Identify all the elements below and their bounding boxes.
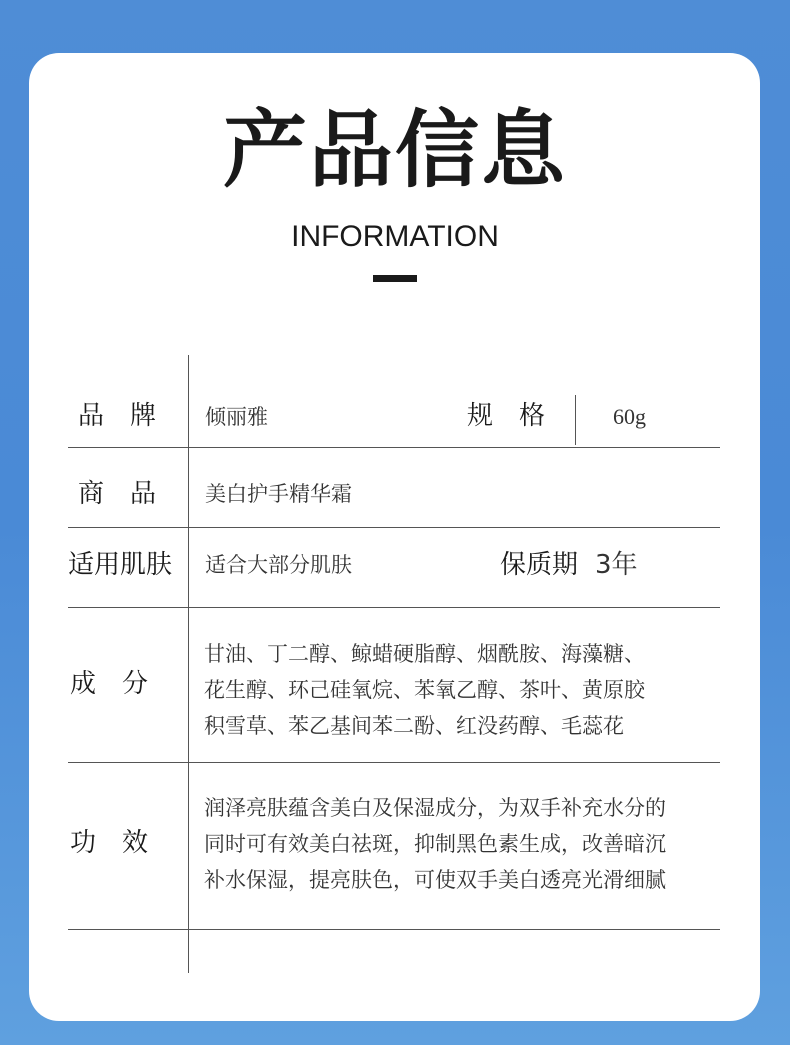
table-row-divider [68, 607, 720, 608]
brand-label: 品 牌 [78, 401, 157, 431]
shelf-life-value: 3年 [595, 550, 638, 580]
spec-value: 60g [613, 404, 646, 429]
ingredients-line: 花生醇、环己硅氧烷、苯氧乙醇、茶叶、黄原胶 [204, 678, 645, 702]
page-title: 产品信息 [222, 101, 567, 199]
table-row-divider [68, 762, 720, 763]
ingredients-line: 积雪草、苯乙基间苯二酚、红没药醇、毛蕊花 [204, 714, 624, 738]
effects-label: 功 效 [70, 828, 149, 858]
effects-line: 同时可有效美白祛斑，抑制黑色素生成，改善暗沉 [204, 832, 666, 856]
table-row-divider [68, 527, 720, 528]
table-row-divider [68, 447, 720, 448]
effects-text [204, 790, 724, 898]
title-divider [373, 275, 417, 282]
ingredients-text [204, 636, 724, 744]
effects-line: 润泽亮肤蕴含美白及保湿成分，为双手补充水分的 [204, 796, 666, 820]
ingredients-label: 成 分 [70, 669, 149, 699]
spec-divider [575, 395, 576, 445]
skin-value: 适合大部分肌肤 [205, 553, 352, 577]
brand-value: 倾丽雅 [205, 405, 268, 429]
table-row-divider [68, 929, 720, 930]
page-subtitle: INFORMATION [291, 220, 499, 253]
product-value: 美白护手精华霜 [205, 482, 352, 506]
spec-label: 规 格 [467, 401, 546, 431]
shelf-life-label: 保质期 [500, 550, 579, 580]
skin-label: 适用肌肤 [68, 550, 173, 580]
product-label: 商 品 [78, 479, 157, 509]
ingredients-line: 甘油、丁二醇、鲸蜡硬脂醇、烟酰胺、海藻糖、 [204, 642, 645, 666]
effects-line: 补水保湿，提亮肤色，可使双手美白透亮光滑细腻 [204, 868, 666, 892]
